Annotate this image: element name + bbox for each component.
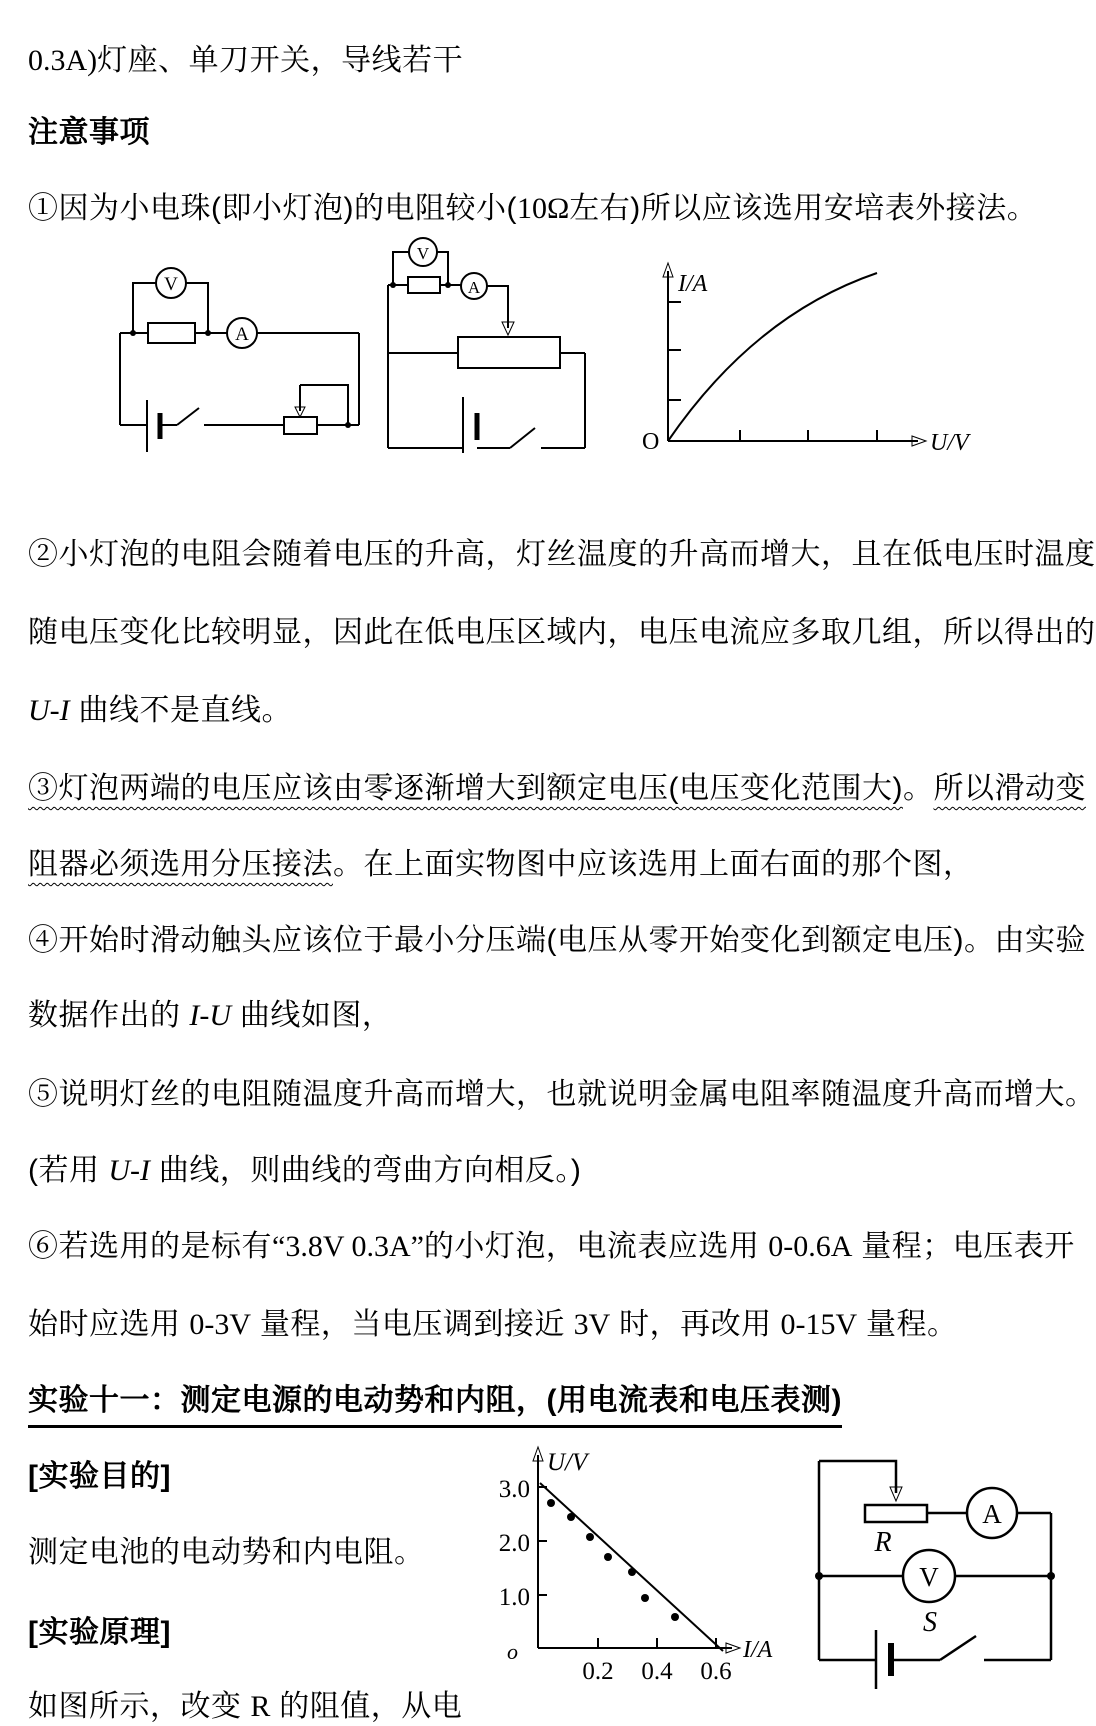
x-tick-2: 0.4 [641, 1658, 673, 1685]
text-run: 曲线，则曲线的弯曲方向相反。) [149, 1154, 582, 1187]
text-run: R [250, 1690, 271, 1723]
paragraph-note-5a: ⑤说明灯丝的电阻随温度升高而增大，也就说明金属电阻率随温度升高而增大。 [28, 1078, 1096, 1111]
text-run: 3V [573, 1308, 611, 1341]
lamp-iu-curve-graph [630, 253, 969, 458]
circuit-diagram-emf-measurement [745, 1365, 1075, 1703]
text-run: (若用 [28, 1154, 109, 1187]
x-axis-label: I/A [743, 1637, 773, 1663]
paragraph-equipment [28, 42, 463, 80]
paragraph-note-5b [28, 1152, 581, 1190]
text-run: 时，再改用 [610, 1308, 781, 1341]
rheostat-body [284, 417, 317, 434]
iu-curve [668, 273, 877, 441]
heading-experiment-11 [28, 1382, 842, 1428]
rheostat-label: R [874, 1527, 892, 1558]
heading-notes: 注意事项 [28, 116, 150, 149]
text-run: 阻器必须选用分压接法 [28, 848, 333, 881]
text-run: 灯座、单刀开关，导线若干 [97, 44, 464, 77]
text-run: 的阻值，从电 [270, 1690, 463, 1723]
text-run: 0.3A) [28, 44, 98, 77]
text-run: 0-0.6A [768, 1230, 853, 1263]
text-run: 0-3V [189, 1308, 251, 1341]
y-tick-1: 1.0 [498, 1584, 530, 1611]
y-axis-label: I/A [678, 271, 708, 297]
paragraph-principle [28, 1688, 462, 1726]
paragraph-note-6b [28, 1306, 958, 1344]
text-run: I-U [189, 999, 231, 1032]
text-run: 量程；电压表开 [852, 1230, 1075, 1263]
text-run: 数据作出的 [28, 999, 190, 1032]
paragraph-note-2b: 随电压变化比较明显，因此在低电压区域内，电压电流应多取几组，所以得出的 [28, 616, 1096, 649]
x-tick-1: 0.2 [582, 1658, 614, 1685]
text-run: 曲线如图， [231, 999, 393, 1032]
x-axis-label: U/V [930, 430, 969, 456]
paragraph-note-3b [28, 846, 974, 884]
paragraph-note-3a [28, 770, 1086, 808]
text-run: 实验十一：测定电源的电动势和内阻，(用电流表和电压表测) [28, 1382, 842, 1428]
text-run: 始时应选用 [28, 1308, 190, 1341]
text-run: U-I [28, 694, 70, 727]
paragraph-purpose: 测定电池的电动势和内电阻。 [28, 1536, 425, 1569]
text-run: ⑥若选用的是标有 [28, 1230, 272, 1263]
switch-blade [510, 428, 535, 448]
text-run: 所以滑动变 [933, 772, 1086, 805]
text-run: 左右)所以应该选用安培表外接法。 [569, 192, 1038, 225]
fit-line [540, 1483, 723, 1651]
text-run: “3.8V 0.3A” [272, 1230, 424, 1263]
text-run: 量程，当电压调到接近 [251, 1308, 574, 1341]
origin-label: O [642, 429, 660, 455]
voltmeter-label: V [416, 244, 430, 263]
circuit-diagram-potentiometer [345, 210, 600, 460]
ammeter-label: A [982, 1499, 1002, 1529]
paragraph-note-4b [28, 997, 392, 1035]
switch-label: S [923, 1607, 937, 1638]
text-run: 0-15V [780, 1308, 858, 1341]
text-run: ①因为小电珠(即小灯泡)的电阻较小( [28, 192, 517, 225]
y-tick-2: 2.0 [498, 1530, 530, 1557]
text-run: 如图所示，改变 [28, 1690, 251, 1723]
rheostat-body [865, 1505, 927, 1522]
text-run: U-I [108, 1154, 150, 1187]
switch-blade [940, 1636, 976, 1660]
heading-purpose: [实验目的] [28, 1460, 171, 1493]
paragraph-note-2c [28, 692, 292, 730]
x-tick-3: 0.6 [700, 1658, 732, 1685]
battery-ui-graph [440, 1435, 785, 1703]
switch-blade [177, 408, 199, 425]
ammeter-label: A [467, 278, 481, 297]
text-run: 10Ω [516, 192, 570, 225]
ammeter-label: A [235, 324, 249, 345]
voltmeter-label: V [164, 274, 178, 295]
text-run: 。在上面实物图中应该选用上面右面的那个图， [333, 848, 974, 881]
paragraph-note-4a: ④开始时滑动触头应该位于最小分压端(电压从零开始变化到额定电压)。由实验 [28, 924, 1086, 957]
text-run: 。 [902, 772, 934, 805]
voltmeter-label: V [919, 1562, 939, 1592]
origin-label: o [507, 1639, 518, 1664]
heading-principle: [实验原理] [28, 1616, 171, 1649]
y-tick-3: 3.0 [498, 1476, 530, 1503]
text-run: 曲线不是直线。 [69, 694, 292, 727]
text-run: 量程。 [857, 1308, 958, 1341]
text-run: 的小灯泡，电流表应选用 [423, 1230, 769, 1263]
circuit-diagram-series-rheostat [100, 212, 380, 462]
potentiometer-body [458, 337, 560, 368]
paragraph-note-2a: ②小灯泡的电阻会随着电压的升高，灯丝温度的升高而增大，且在低电压时温度 [28, 538, 1096, 571]
text-run: ③灯泡两端的电压应该由零逐渐增大到额定电压(电压变化范围大) [28, 772, 903, 805]
paragraph-note-6a [28, 1228, 1075, 1266]
y-axis-label: U/V [547, 1449, 588, 1476]
